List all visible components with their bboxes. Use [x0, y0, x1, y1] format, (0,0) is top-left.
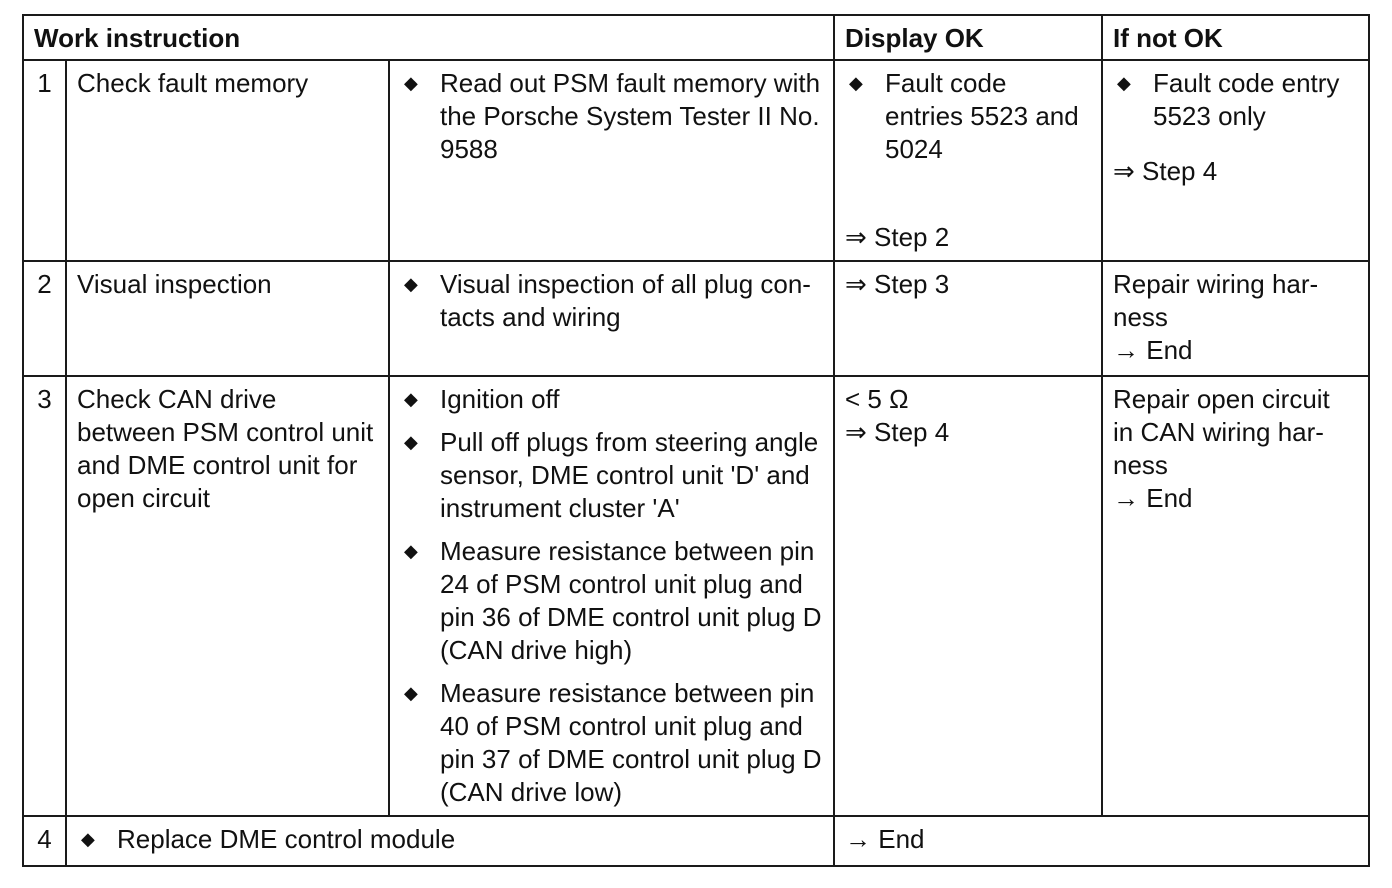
if-not-ok-item: ◆ Fault code entry 5523 only: [1117, 68, 1340, 131]
diamond-bullet-icon: ◆: [404, 432, 418, 452]
step-task: Visual inspection: [66, 261, 389, 376]
step-number: 4: [23, 816, 66, 866]
step-number: 3: [23, 376, 66, 816]
if-not-ok-next-step: ⇒ Step 4: [1113, 156, 1218, 186]
if-not-ok-text: Repair open circuit in CAN wiring har-ness: [1113, 384, 1330, 480]
instruction-item: ◆ Read out PSM fault memory with the Porsche System Tester II No. 9588: [404, 68, 821, 164]
diamond-bullet-icon: ◆: [404, 541, 418, 561]
display-ok-cell: [834, 261, 1102, 376]
work-instruction-table: [22, 14, 1370, 867]
if-not-ok-cell: [1102, 261, 1369, 376]
display-ok-next-step: → End: [845, 824, 925, 854]
if-not-ok-next-step: → End: [1113, 335, 1193, 365]
instruction-item: ◆ Replace DME control module: [81, 824, 456, 854]
diamond-bullet-icon: ◆: [1117, 73, 1131, 93]
header-work-instruction: Work instruction: [23, 15, 834, 60]
header-display-ok: Display OK: [834, 15, 1102, 60]
step-instructions: [389, 261, 834, 376]
instruction-item: ◆ Pull off plugs from steering angle sensor, DME control unit 'D' and instrument cluster 'A': [404, 427, 819, 523]
if-not-ok-next-step: → End: [1113, 483, 1193, 513]
table-row: [23, 60, 1369, 261]
step-task: Check CAN drive between PSM control unit and DME control unit for open circuit: [66, 376, 389, 816]
table-row: [23, 816, 1369, 866]
diamond-bullet-icon: ◆: [404, 73, 418, 93]
step-instructions: [389, 60, 834, 261]
step-instructions: [389, 376, 834, 816]
display-ok-next-step: ⇒ Step 2: [845, 222, 950, 252]
diamond-bullet-icon: ◆: [404, 274, 418, 294]
instruction-item: ◆ Visual inspection of all plug con-tacts and wiring: [404, 269, 811, 332]
step-instructions: [66, 816, 834, 866]
diamond-bullet-icon: ◆: [81, 829, 95, 849]
display-ok-next-step: ⇒ Step 3: [845, 269, 950, 299]
diamond-bullet-icon: ◆: [404, 389, 418, 409]
step-number: 2: [23, 261, 66, 376]
instruction-item: ◆ Measure resistance between pin 24 of PSM control unit plug and pin 36 of DME control unit plug D (CAN drive high): [404, 536, 822, 665]
instruction-item: ◆ Ignition off: [404, 384, 560, 414]
if-not-ok-text: Repair wiring har-ness: [1113, 269, 1319, 332]
diamond-bullet-icon: ◆: [849, 73, 863, 93]
if-not-ok-cell: [1102, 376, 1369, 816]
display-ok-cell: [834, 376, 1102, 816]
table-row: [23, 261, 1369, 376]
step-task: Check fault memory: [66, 60, 389, 261]
diamond-bullet-icon: ◆: [404, 683, 418, 703]
display-ok-cell: [834, 60, 1102, 261]
display-ok-next-step: ⇒ Step 4: [845, 417, 950, 447]
instruction-item: ◆ Measure resistance between pin 40 of PSM control unit plug and pin 37 of DME control unit plug D (CAN drive low): [404, 678, 822, 807]
step-number: 1: [23, 60, 66, 261]
header-row: [23, 15, 1369, 60]
table-row: [23, 376, 1369, 816]
display-ok-item: ◆ Fault code entries 5523 and 5024: [849, 68, 1079, 164]
if-not-ok-cell: [1102, 60, 1369, 261]
display-ok-value: < 5 Ω: [845, 384, 909, 414]
display-ok-cell: [834, 816, 1369, 866]
header-if-not-ok: If not OK: [1102, 15, 1369, 60]
